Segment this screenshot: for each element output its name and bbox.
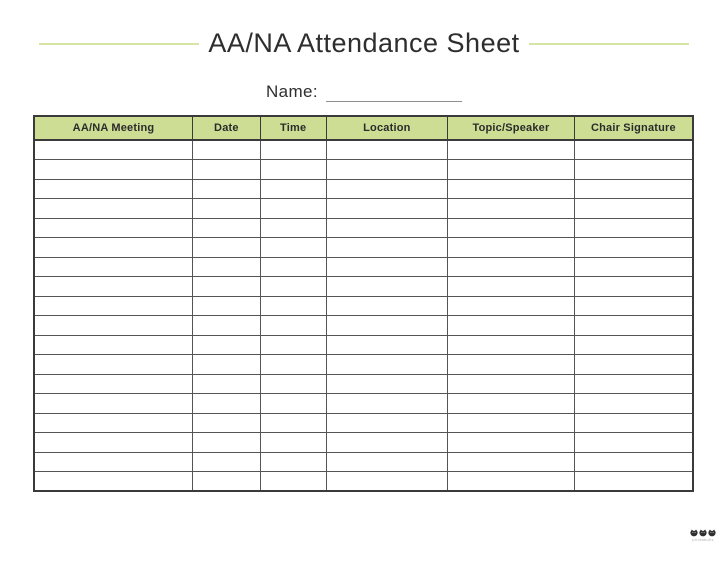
empty-cell bbox=[192, 394, 260, 414]
empty-cell bbox=[574, 238, 693, 258]
empty-cell bbox=[326, 316, 448, 336]
empty-cell bbox=[260, 277, 326, 297]
empty-cell bbox=[260, 374, 326, 394]
table-row bbox=[34, 179, 693, 199]
empty-cell bbox=[448, 296, 575, 316]
table-row bbox=[34, 218, 693, 238]
empty-cell bbox=[448, 394, 575, 414]
empty-cell bbox=[192, 452, 260, 472]
empty-cell bbox=[574, 296, 693, 316]
empty-cell bbox=[448, 433, 575, 453]
empty-cell bbox=[260, 394, 326, 414]
printabulls-logo bbox=[684, 529, 722, 542]
empty-cell bbox=[34, 316, 192, 336]
empty-cell bbox=[260, 355, 326, 375]
empty-cell bbox=[260, 413, 326, 433]
empty-cell bbox=[34, 355, 192, 375]
empty-cell bbox=[574, 413, 693, 433]
table-row bbox=[34, 413, 693, 433]
empty-cell bbox=[260, 335, 326, 355]
empty-cell bbox=[34, 433, 192, 453]
empty-cell bbox=[326, 257, 448, 277]
empty-cell bbox=[260, 179, 326, 199]
empty-cell bbox=[326, 199, 448, 219]
empty-cell bbox=[192, 257, 260, 277]
empty-cell bbox=[260, 472, 326, 492]
attendance-table-body bbox=[34, 140, 693, 491]
empty-cell bbox=[34, 452, 192, 472]
empty-cell bbox=[326, 160, 448, 180]
empty-cell bbox=[326, 296, 448, 316]
empty-cell bbox=[574, 160, 693, 180]
empty-cell bbox=[260, 238, 326, 258]
attendance-table bbox=[33, 115, 694, 492]
empty-cell bbox=[192, 179, 260, 199]
empty-cell bbox=[448, 140, 575, 160]
empty-cell bbox=[574, 218, 693, 238]
empty-cell bbox=[260, 257, 326, 277]
empty-cell bbox=[574, 335, 693, 355]
empty-cell bbox=[326, 355, 448, 375]
empty-cell bbox=[574, 277, 693, 297]
empty-cell bbox=[192, 140, 260, 160]
empty-cell bbox=[192, 433, 260, 453]
table-row bbox=[34, 374, 693, 394]
empty-cell bbox=[574, 257, 693, 277]
empty-cell bbox=[260, 140, 326, 160]
empty-cell bbox=[192, 238, 260, 258]
empty-cell bbox=[448, 316, 575, 336]
table-row bbox=[34, 238, 693, 258]
empty-cell bbox=[448, 179, 575, 199]
empty-cell bbox=[574, 316, 693, 336]
empty-cell bbox=[192, 472, 260, 492]
empty-cell bbox=[326, 374, 448, 394]
empty-cell bbox=[192, 374, 260, 394]
empty-cell bbox=[34, 277, 192, 297]
empty-cell bbox=[448, 374, 575, 394]
empty-cell bbox=[260, 296, 326, 316]
empty-cell bbox=[448, 452, 575, 472]
empty-cell bbox=[448, 218, 575, 238]
empty-cell bbox=[260, 452, 326, 472]
empty-cell bbox=[574, 199, 693, 219]
column-header-aa-na-meeting: AA/NA Meeting bbox=[34, 116, 192, 140]
name-blank-line bbox=[326, 84, 462, 102]
table-row bbox=[34, 452, 693, 472]
title-accent-line-right bbox=[529, 43, 689, 45]
empty-cell bbox=[574, 374, 693, 394]
empty-cell bbox=[260, 160, 326, 180]
empty-cell bbox=[448, 335, 575, 355]
empty-cell bbox=[326, 433, 448, 453]
table-row bbox=[34, 316, 693, 336]
empty-cell bbox=[192, 413, 260, 433]
empty-cell bbox=[448, 199, 575, 219]
table-row bbox=[34, 433, 693, 453]
empty-cell bbox=[574, 394, 693, 414]
empty-cell bbox=[34, 374, 192, 394]
empty-cell bbox=[192, 296, 260, 316]
column-header-location: Location bbox=[326, 116, 448, 140]
empty-cell bbox=[34, 218, 192, 238]
name-label: Name: bbox=[265, 82, 319, 101]
empty-cell bbox=[326, 472, 448, 492]
empty-cell bbox=[34, 140, 192, 160]
empty-cell bbox=[192, 355, 260, 375]
empty-cell bbox=[34, 413, 192, 433]
empty-cell bbox=[260, 218, 326, 238]
empty-cell bbox=[34, 296, 192, 316]
empty-cell bbox=[34, 335, 192, 355]
table-row bbox=[34, 199, 693, 219]
column-header-chair-signature: Chair Signature bbox=[574, 116, 693, 140]
empty-cell bbox=[574, 452, 693, 472]
empty-cell bbox=[326, 179, 448, 199]
empty-cell bbox=[34, 257, 192, 277]
empty-cell bbox=[574, 472, 693, 492]
table-row bbox=[34, 394, 693, 414]
table-row bbox=[34, 335, 693, 355]
empty-cell bbox=[260, 433, 326, 453]
watermark-text: printabulls bbox=[692, 537, 714, 542]
empty-cell bbox=[34, 238, 192, 258]
empty-cell bbox=[34, 472, 192, 492]
column-header-topic-speaker: Topic/Speaker bbox=[448, 116, 575, 140]
name-row bbox=[0, 82, 728, 102]
table-row bbox=[34, 257, 693, 277]
empty-cell bbox=[192, 316, 260, 336]
table-row bbox=[34, 140, 693, 160]
empty-cell bbox=[448, 257, 575, 277]
empty-cell bbox=[192, 218, 260, 238]
empty-cell bbox=[34, 199, 192, 219]
empty-cell bbox=[326, 335, 448, 355]
table-row bbox=[34, 472, 693, 492]
empty-cell bbox=[448, 413, 575, 433]
empty-cell bbox=[192, 277, 260, 297]
table-row bbox=[34, 355, 693, 375]
empty-cell bbox=[192, 335, 260, 355]
empty-cell bbox=[326, 452, 448, 472]
table-row bbox=[34, 277, 693, 297]
empty-cell bbox=[448, 160, 575, 180]
empty-cell bbox=[192, 199, 260, 219]
empty-cell bbox=[326, 413, 448, 433]
empty-cell bbox=[326, 218, 448, 238]
empty-cell bbox=[260, 199, 326, 219]
table-row bbox=[34, 160, 693, 180]
empty-cell bbox=[574, 433, 693, 453]
empty-cell bbox=[448, 277, 575, 297]
empty-cell bbox=[574, 355, 693, 375]
empty-cell bbox=[34, 179, 192, 199]
empty-cell bbox=[260, 316, 326, 336]
empty-cell bbox=[448, 355, 575, 375]
empty-cell bbox=[448, 238, 575, 258]
column-header-date: Date bbox=[192, 116, 260, 140]
empty-cell bbox=[326, 277, 448, 297]
bulldog-faces-icon bbox=[690, 529, 716, 537]
table-header-row bbox=[34, 116, 693, 140]
empty-cell bbox=[574, 140, 693, 160]
table-row bbox=[34, 296, 693, 316]
title-accent-line-left bbox=[39, 43, 199, 45]
empty-cell bbox=[574, 179, 693, 199]
page-title: AA/NA Attendance Sheet bbox=[208, 28, 520, 58]
empty-cell bbox=[326, 394, 448, 414]
empty-cell bbox=[192, 160, 260, 180]
empty-cell bbox=[326, 140, 448, 160]
column-header-time: Time bbox=[260, 116, 326, 140]
empty-cell bbox=[326, 238, 448, 258]
empty-cell bbox=[448, 472, 575, 492]
page-header bbox=[0, 28, 728, 59]
empty-cell bbox=[34, 160, 192, 180]
empty-cell bbox=[34, 394, 192, 414]
